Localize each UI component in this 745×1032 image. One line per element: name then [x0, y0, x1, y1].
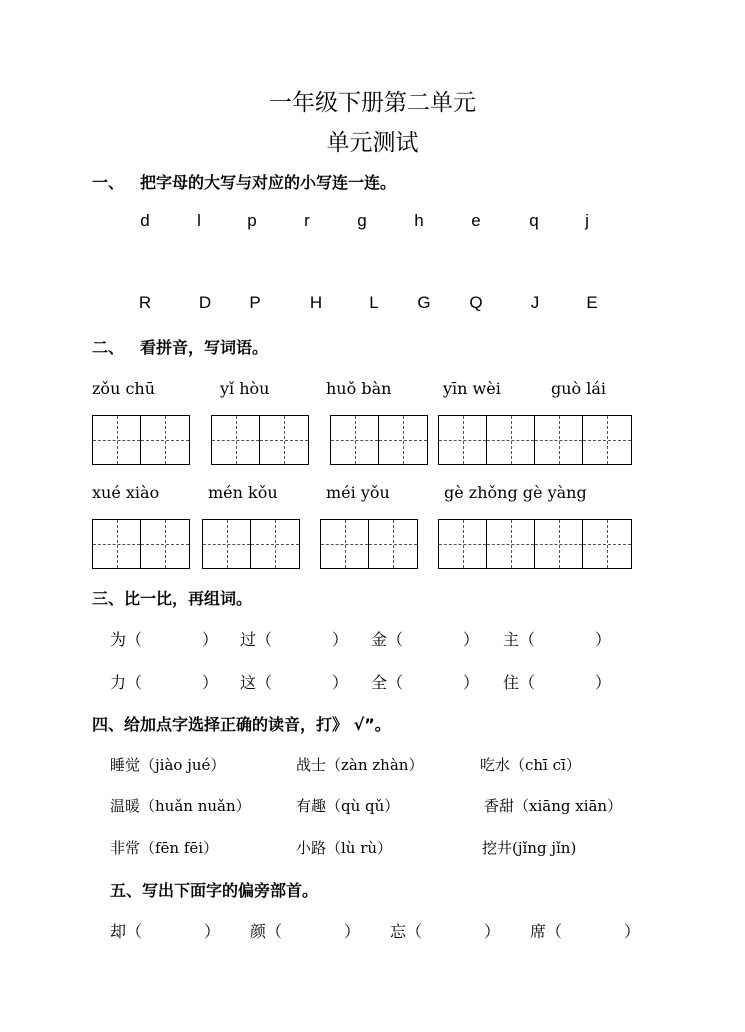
pinyin-word: yǐ hòu: [220, 379, 270, 398]
writing-cell[interactable]: [141, 416, 189, 464]
compare-close: ）: [332, 630, 349, 649]
lowercase-letter: q: [529, 211, 539, 230]
section-4-label: 四、给加点字选择正确的读音，打》 √”。: [92, 715, 391, 734]
page-title: 一年级下册第二单元: [269, 90, 476, 116]
compare-char: 住（: [503, 673, 536, 692]
compare-close: ）: [202, 673, 219, 692]
reading-item[interactable]: 小路（lù rù）: [296, 839, 393, 857]
radical-row: [110, 919, 220, 942]
uppercase-letter: E: [586, 293, 598, 312]
compare-row: [503, 670, 611, 693]
pinyin-word: guò lái: [551, 379, 607, 398]
writing-cell[interactable]: [331, 416, 379, 464]
compare-row: [110, 627, 218, 650]
writing-cell[interactable]: [260, 416, 308, 464]
writing-cell[interactable]: [251, 520, 299, 568]
uppercase-letter: G: [417, 293, 431, 312]
compare-char: 主（: [503, 630, 536, 649]
compare-close: ）: [332, 673, 349, 692]
section-1-number: 一、: [92, 173, 125, 192]
writing-cell[interactable]: [583, 416, 631, 464]
pinyin-word: mén kǒu: [208, 483, 278, 502]
uppercase-letter: R: [138, 293, 152, 312]
compare-row: [371, 627, 479, 650]
reading-item[interactable]: 温暖（huǎn nuǎn）: [110, 797, 251, 815]
writing-cell[interactable]: [212, 416, 260, 464]
pinyin-word: yīn wèi: [443, 379, 501, 398]
radical-close: ）: [204, 922, 221, 941]
radical-close: ）: [344, 922, 361, 941]
section-1-label: 把字母的大写与对应的小写连一连。: [140, 173, 397, 192]
writing-cell[interactable]: [439, 416, 487, 464]
lowercase-letter: p: [247, 211, 257, 230]
reading-item[interactable]: 吃水（chī cī）: [480, 756, 581, 774]
writing-cell[interactable]: [369, 520, 417, 568]
compare-char: 为（: [110, 630, 143, 649]
lowercase-letter: h: [414, 211, 424, 230]
radical-char: 席（: [530, 922, 563, 941]
compare-char: 金（: [371, 630, 404, 649]
uppercase-letter: J: [530, 293, 540, 312]
radical-char: 颜（: [250, 922, 283, 941]
writing-cell[interactable]: [535, 520, 583, 568]
uppercase-letter: D: [198, 293, 212, 312]
uppercase-letter: H: [309, 293, 323, 312]
reading-item[interactable]: 挖井(jǐng jǐn): [482, 839, 577, 857]
compare-row: [240, 670, 348, 693]
pinyin-word: zǒu chū: [92, 379, 156, 398]
writing-cell[interactable]: [583, 520, 631, 568]
compare-char: 全（: [371, 673, 404, 692]
reading-item[interactable]: 睡觉（jiào jué）: [110, 756, 226, 774]
writing-cell[interactable]: [535, 416, 583, 464]
compare-char: 这（: [240, 673, 273, 692]
writing-grid[interactable]: [330, 415, 428, 465]
lowercase-letter: d: [140, 211, 150, 230]
compare-char: 过（: [240, 630, 273, 649]
compare-row: [110, 670, 218, 693]
writing-grid[interactable]: [438, 415, 632, 465]
compare-row: [371, 670, 479, 693]
radical-char: 忘（: [390, 922, 423, 941]
reading-item[interactable]: 战士（zàn zhàn）: [296, 756, 424, 774]
writing-cell[interactable]: [203, 520, 251, 568]
reading-item[interactable]: 香甜（xiāng xiān）: [484, 797, 623, 815]
pinyin-word: xué xiào: [92, 483, 160, 502]
section-5-label: 五、写出下面字的偏旁部首。: [110, 881, 319, 900]
lowercase-letter: r: [304, 211, 310, 230]
writing-grid[interactable]: [202, 519, 300, 569]
compare-row: [240, 627, 348, 650]
reading-item[interactable]: 非常（fēn fēi）: [110, 839, 219, 857]
compare-close: ）: [463, 630, 480, 649]
uppercase-letter: Q: [469, 293, 483, 312]
writing-grid[interactable]: [92, 415, 190, 465]
writing-cell[interactable]: [439, 520, 487, 568]
lowercase-letter: l: [197, 211, 201, 230]
compare-char: 力（: [110, 673, 143, 692]
radical-row: [390, 919, 500, 942]
writing-cell[interactable]: [93, 416, 141, 464]
page-subtitle: 单元测试: [326, 130, 419, 156]
writing-cell[interactable]: [379, 416, 427, 464]
lowercase-letter: j: [585, 211, 589, 230]
radical-close: ）: [484, 922, 501, 941]
writing-grid[interactable]: [320, 519, 418, 569]
writing-cell[interactable]: [487, 416, 535, 464]
uppercase-letter: L: [369, 293, 379, 312]
writing-cell[interactable]: [141, 520, 189, 568]
radical-row: [250, 919, 360, 942]
compare-close: ）: [463, 673, 480, 692]
lowercase-letter: g: [357, 211, 367, 230]
compare-close: ）: [595, 673, 612, 692]
lowercase-letter: e: [471, 211, 481, 230]
section-2-label: 看拼音，写词语。: [140, 338, 269, 357]
pinyin-word: méi yǒu: [326, 483, 390, 502]
radical-char: 却（: [110, 922, 143, 941]
writing-cell[interactable]: [321, 520, 369, 568]
uppercase-letter: P: [249, 293, 261, 312]
writing-cell[interactable]: [93, 520, 141, 568]
section-3-label: 三、比一比，再组词。: [92, 589, 253, 608]
radical-row: [530, 919, 640, 942]
compare-close: ）: [595, 630, 612, 649]
writing-grid[interactable]: [92, 519, 190, 569]
compare-close: ）: [202, 630, 219, 649]
writing-grid[interactable]: [438, 519, 632, 569]
pinyin-word: gè zhǒng gè yàng: [444, 483, 587, 502]
writing-cell[interactable]: [487, 520, 535, 568]
pinyin-word: huǒ bàn: [326, 379, 392, 398]
writing-grid[interactable]: [211, 415, 309, 465]
radical-close: ）: [624, 922, 641, 941]
compare-row: [503, 627, 611, 650]
reading-item[interactable]: 有趣（qù qǔ）: [296, 797, 400, 815]
section-2-number: 二、: [92, 338, 125, 357]
